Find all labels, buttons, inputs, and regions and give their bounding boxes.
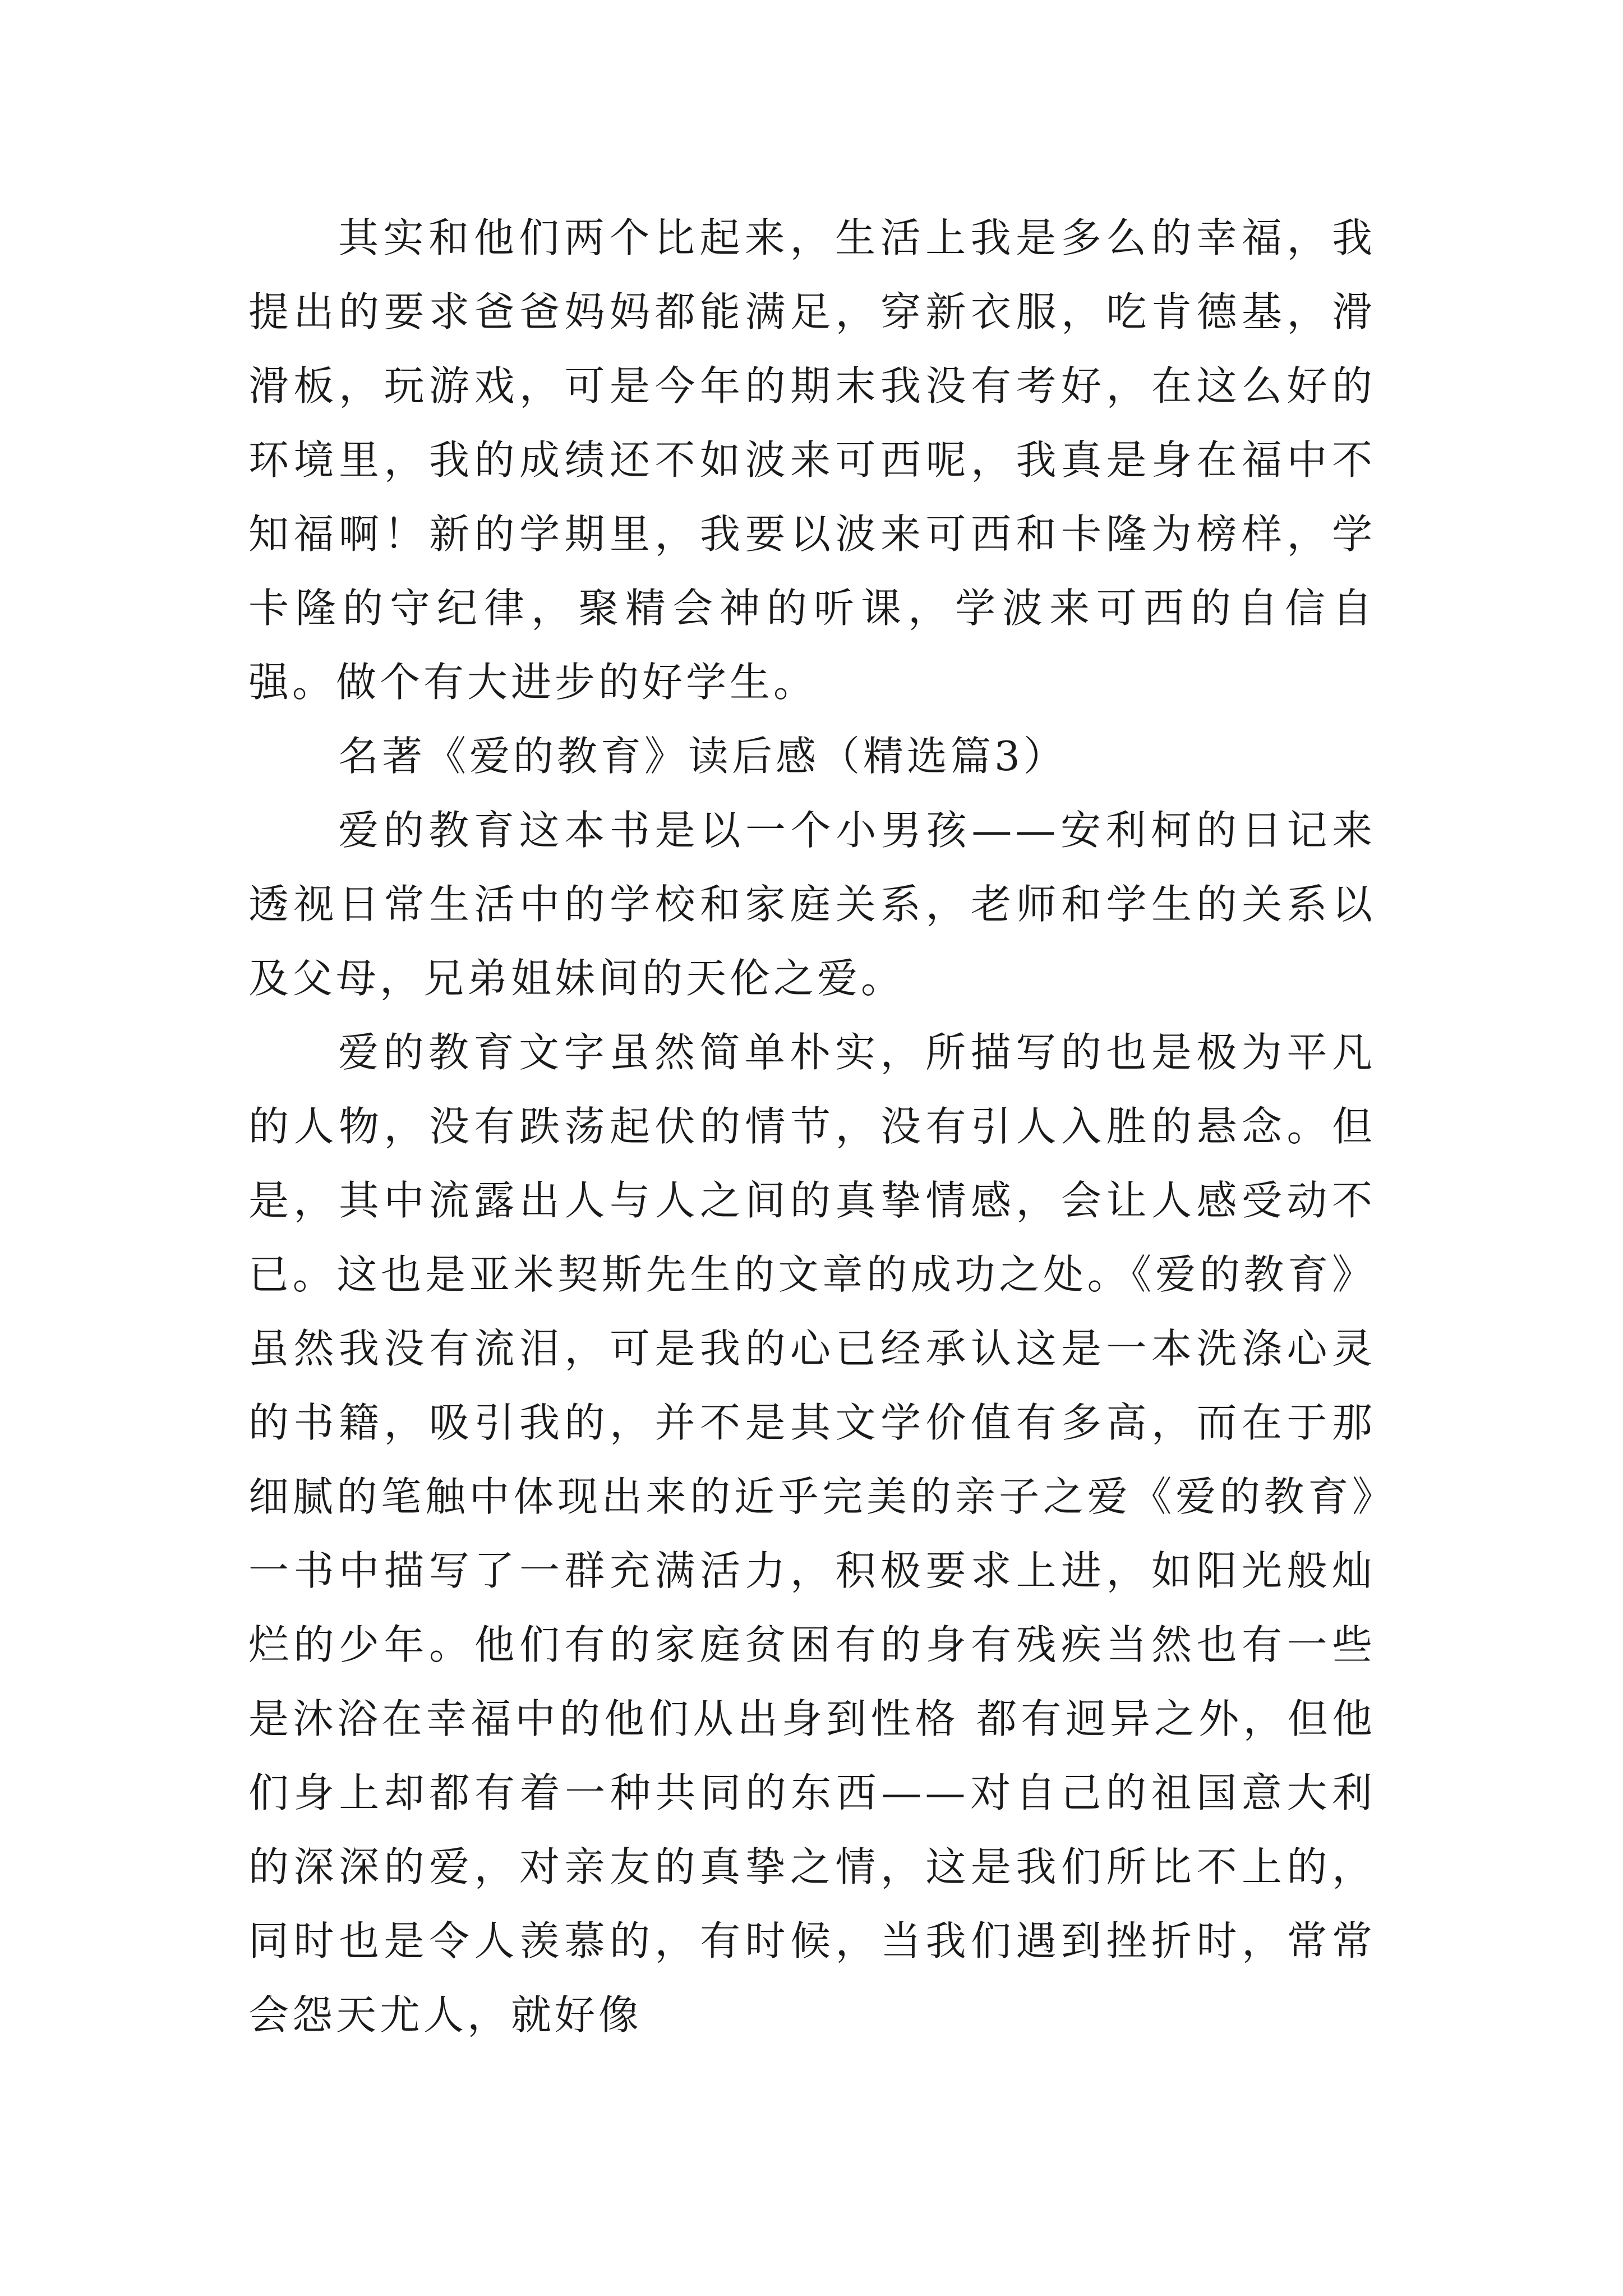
paragraph: 其实和他们两个比起来，生活上我是多么的幸福，我提出的要求爸爸妈妈都能满足，穿新衣服，吃肯德基，滑滑板，玩游戏，可是今年的期末我没有考好，在这么好的环境里，我的成绩还不如波来可西呢，我真是身在福中不知福啊！新的学期里，我要以波来可西和卡隆为榜样，学卡隆的守纪律，聚精会神的听课，学波来可西的自信自强。做个有大进步的好学生。 bbox=[248, 214, 1376, 706]
paragraph: 爱的教育这本书是以一个小男孩——安利柯的日记来透视日常生活中的学校和家庭关系，老师和学生的关系以及父母，兄弟姐妹间的天伦之爱。 bbox=[248, 807, 1376, 1002]
section-heading: 名著《爱的教育》读后感（精选篇3） bbox=[338, 733, 1067, 780]
paragraph: 爱的教育文字虽然简单朴实，所描写的也是极为平凡的人物，没有跌荡起伏的情节，没有引人入胜的悬念。但是，其中流露出人与人之间的真挚情感，会让人感受动不已。这也是亚米契斯先生的文章的成功之处。《爱的教育》虽然我没有流泪，可是我的心已经承认这是一本洗涤心灵的书籍，吸引我的，并不是其文学价值有多高，而在于那细腻的笔触中体现出来的近乎完美的亲子之爱《爱的教育》一书中描写了一群充满活力，积极要求上进，如阳光般灿烂的少年。他们有的家庭贫困有的身有残疾当然也有一些是沐浴在幸福中的他们从出身到性格 都有迥异之外，但他们身上却都有着一种共同的东西——对自己的祖国意大利的深深的爱，对亲友的真挚之情，这是我们所比不上的，同时也是令人羡慕的，有时候，当我们遇到挫折时，常常会怨天尤人，就好像 bbox=[248, 1029, 1376, 2039]
document-body bbox=[248, 201, 1376, 2052]
